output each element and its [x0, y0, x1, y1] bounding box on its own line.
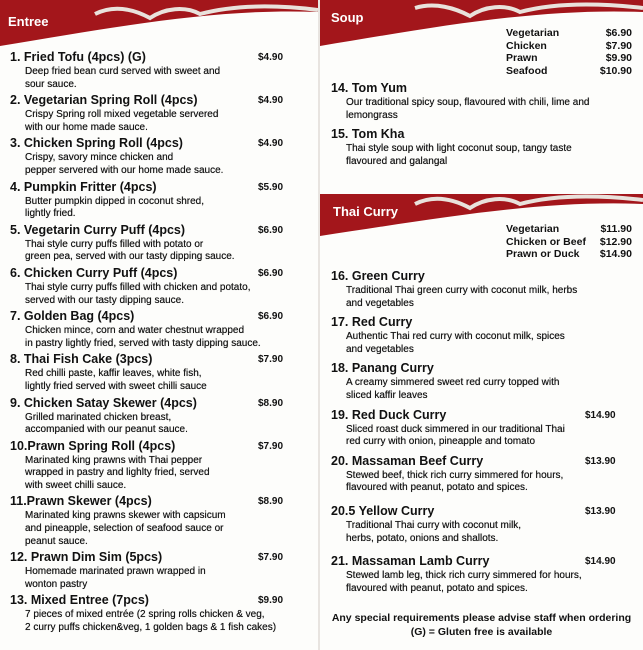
- soup-heading: Soup: [331, 10, 364, 25]
- price-label: Chicken: [506, 39, 547, 52]
- item-title: 5. Vegetarin Curry Puff (4pcs): [10, 222, 186, 237]
- price-value: $6.90: [605, 27, 632, 39]
- item-title: 20.5 Yellow Curry: [331, 503, 435, 518]
- item-price: $4.90: [258, 52, 284, 63]
- menu-item: [10, 179, 310, 221]
- price-label: Prawn or Duck: [506, 248, 580, 261]
- item-description: Sliced roast duck simmered in our traditional Thai red curry with onion, pineapple and tomato: [346, 423, 565, 448]
- curry-price-table: [506, 223, 632, 261]
- price-row: [506, 65, 632, 78]
- item-price: $5.90: [258, 181, 284, 193]
- item-price: $7.90: [258, 354, 284, 366]
- menu-item: [331, 80, 636, 122]
- item-description: Thai style curry puffs filled with chicken and potato, served with our tasty dipping sauce.: [25, 281, 251, 306]
- price-row: [506, 27, 632, 40]
- item-description: Marinated king prawns with Thai pepper wrapped in pastry and lighlty fried, served with sweet chilli sauce.: [25, 454, 210, 491]
- item-price: $4.90: [258, 138, 284, 150]
- footer-gluten-note: (G) = Gluten free is available: [410, 626, 553, 638]
- menu-item: [10, 49, 310, 91]
- item-title: 20. Massaman Beef Curry: [331, 453, 484, 468]
- price-label: Seafood: [506, 65, 548, 78]
- item-description: A creamy simmered sweet red curry topped with sliced kaffir leaves: [346, 377, 560, 401]
- item-price: $6.90: [258, 267, 284, 279]
- item-description: Thai style soup with light coconut soup, tangy taste flavoured and galangal: [346, 143, 572, 167]
- soup-price-table: [506, 27, 632, 78]
- item-description: Crispy Spring roll mixed vegetable servered with our home made sauce.: [25, 109, 219, 133]
- item-price: $7.90: [258, 440, 284, 452]
- item-title: 6. Chicken Curry Puff (4pcs): [10, 265, 178, 280]
- item-price: $7.90: [258, 552, 284, 564]
- menu-item: [331, 268, 636, 310]
- item-title: 14. Tom Yum: [331, 81, 407, 95]
- item-title: 9. Chicken Satay Skewer (4pcs): [10, 395, 197, 410]
- menu-item: [10, 438, 310, 493]
- item-price: $6.90: [258, 224, 284, 236]
- item-description: Stewed beef, thick rich curry simmered for hours, flavoured with peanut, potato and spices.: [346, 469, 564, 494]
- item-price: $8.90: [258, 496, 284, 508]
- price-value: $10.90: [599, 65, 632, 78]
- menu-item: [10, 549, 310, 591]
- item-title: 8. Thai Fish Cake (3pcs): [10, 352, 153, 367]
- price-row: [506, 236, 632, 249]
- item-description: Deep fried bean curd served with sweet and sour sauce.: [25, 66, 221, 90]
- soup-list: [331, 80, 636, 169]
- item-title: 11.Prawn Skewer (4pcs): [10, 494, 152, 509]
- menu-item: [331, 503, 636, 545]
- item-price: $13.90: [585, 455, 616, 467]
- column-divider: [318, 0, 320, 650]
- item-title: 4. Pumpkin Fritter (4pcs): [10, 179, 157, 194]
- item-price: $4.90: [258, 95, 284, 107]
- item-title: 2. Vegetarian Spring Roll (4pcs): [10, 93, 198, 108]
- entree-list: [10, 49, 310, 636]
- item-description: 7 pieces of mixed entrée (2 spring rolls chicken & veg, 2 curry puffs chicken&veg, 1 golden bags & 1 fish cakes): [25, 609, 277, 634]
- item-description: Crispy, savory mince chicken and pepper servered with our home made sauce.: [25, 152, 224, 176]
- price-label: Chicken or Beef: [506, 235, 586, 248]
- item-title: 19. Red Duck Curry: [331, 407, 447, 422]
- item-description: Butter pumpkin dipped in coconut shred, lightly fried.: [25, 195, 204, 220]
- price-value: $12.90: [599, 235, 632, 248]
- curry-list: [331, 268, 636, 596]
- menu-item: [10, 592, 310, 634]
- item-description: Our traditional spicy soup, flavoured with chili, lime and lemongrass: [346, 97, 590, 121]
- item-title: 13. Mixed Entree (7pcs): [10, 593, 149, 608]
- item-price: $9.90: [258, 595, 284, 607]
- entree-heading: Entree: [8, 14, 49, 29]
- price-value: $14.90: [599, 248, 632, 261]
- item-description: Red chilli paste, kaffir leaves, white fish, lightly fried served with sweet chilli sauce: [25, 368, 207, 392]
- menu-item: [10, 351, 310, 393]
- item-description: Grilled marinated chicken breast, accompanied with our peanut sauce.: [25, 411, 188, 436]
- menu-item: [10, 135, 310, 177]
- price-row: [506, 248, 632, 261]
- item-title: 3. Chicken Spring Roll (4pcs): [10, 136, 183, 151]
- menu-item: [10, 265, 310, 307]
- item-description: Traditional Thai green curry with coconut milk, herbs and vegetables: [346, 285, 578, 309]
- item-price: $6.90: [258, 311, 284, 323]
- item-title: 12. Prawn Dim Sim (5pcs): [10, 550, 163, 565]
- item-description: Homemade marinated prawn wrapped in wonton pastry: [25, 566, 206, 590]
- price-label: Prawn: [506, 52, 538, 65]
- item-description: Chicken mince, corn and water chestnut wrapped in pastry lightly fried, served with tasty dipping sauce.: [25, 325, 261, 349]
- item-description: Traditional Thai curry with coconut milk, herbs, potato, onions and shallots.: [346, 519, 522, 544]
- footer-requirements: Any special requirements please advise staff when ordering: [331, 612, 632, 624]
- item-title: 15. Tom Kha: [331, 127, 405, 142]
- price-row: [506, 223, 632, 236]
- menu-item: [10, 395, 310, 437]
- item-description: Stewed lamb leg, thick rich curry simmered for hours, flavoured with peanut, potato and spices.: [346, 570, 582, 594]
- menu-item: [10, 92, 310, 134]
- item-title: 18. Panang Curry: [331, 361, 434, 376]
- item-description: Marinated king prawns skewer with capsicum and pineapple, selection of seafood sauce or peanut sauce.: [25, 510, 226, 547]
- item-title: 16. Green Curry: [331, 269, 425, 283]
- menu-item: [331, 126, 636, 168]
- item-price: $13.90: [585, 505, 616, 517]
- menu-item: [331, 407, 636, 449]
- menu-item: [10, 308, 310, 350]
- menu-item: [331, 360, 636, 402]
- curry-heading: Thai Curry: [333, 204, 399, 219]
- item-title: 10.Prawn Spring Roll (4pcs): [10, 438, 176, 453]
- item-title: 7. Golden Bag (4pcs): [10, 309, 135, 324]
- price-label: Vegetarian: [506, 27, 560, 39]
- menu-item: [331, 453, 636, 495]
- item-title: 21. Massaman Lamb Curry: [331, 554, 490, 569]
- item-price: $8.90: [258, 397, 284, 409]
- price-value: $11.90: [600, 223, 632, 235]
- menu-item: [331, 314, 636, 356]
- price-row: [506, 52, 632, 65]
- menu-item: [10, 493, 310, 548]
- price-row: [506, 40, 632, 53]
- item-description: Authentic Thai red curry with coconut milk, spices and vegetables: [346, 331, 565, 355]
- item-price: $14.90: [585, 409, 616, 421]
- footer-note: [320, 611, 643, 639]
- item-title: 1. Fried Tofu (4pcs) (G): [10, 50, 146, 64]
- item-price: $14.90: [585, 556, 616, 568]
- price-label: Vegetarian: [506, 223, 560, 235]
- menu-item: [10, 222, 310, 264]
- price-value: $7.90: [605, 39, 632, 52]
- menu-item: [331, 553, 636, 595]
- item-description: Thai style curry puffs filled with potato or green pea, served with our tasty dipping sauce.: [25, 238, 235, 263]
- item-title: 17. Red Curry: [331, 315, 413, 330]
- price-value: $9.90: [605, 52, 632, 65]
